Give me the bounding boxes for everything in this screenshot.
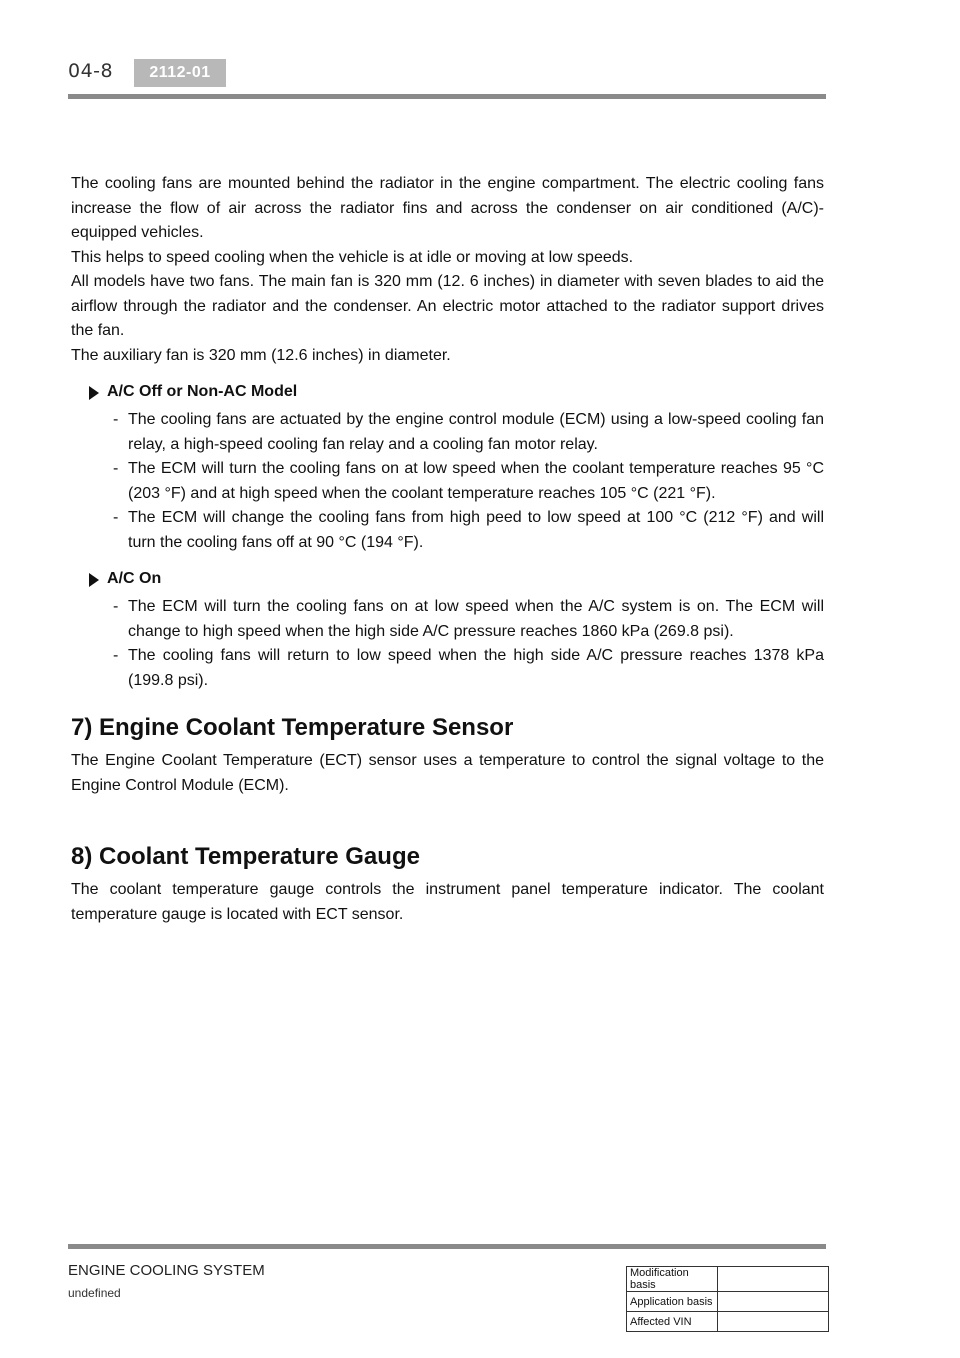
basis-label: Affected VIN (627, 1312, 718, 1332)
intro-paragraph-4: The auxiliary fan is 320 mm (12.6 inches) in diameter. (71, 346, 451, 364)
footer-divider (68, 1244, 826, 1249)
page-number: 04-8 (68, 60, 114, 82)
list-item (71, 644, 824, 693)
list-item-text: The ECM will turn the cooling fans on at low speed when the coolant temperature reaches 95 °C (203 °F) and at high speed when the coolant temperature reaches 105 °C (221 °F). (128, 460, 824, 502)
ac-on-heading (71, 567, 824, 591)
list-item (71, 457, 824, 506)
basis-value (718, 1292, 829, 1312)
ect-sensor-body: The Engine Coolant Temperature (ECT) sensor uses a temperature to control the signal voltage to the Engine Control Module (ECM). (71, 752, 824, 794)
basis-value (718, 1312, 829, 1332)
header-divider (68, 94, 826, 99)
intro-paragraph-2: This helps to speed cooling when the vehicle is at idle or moving at low speeds. (71, 248, 634, 266)
triangle-bullet-icon (89, 573, 99, 587)
ac-off-heading (71, 380, 824, 404)
footer-subtitle: undefined (68, 1286, 121, 1300)
list-item (71, 506, 824, 555)
triangle-bullet-icon (89, 386, 99, 400)
page-content (71, 172, 824, 927)
temp-gauge-body: The coolant temperature gauge controls the instrument panel temperature indicator. The coolant temperature gauge is located with ECT sensor. (71, 881, 824, 923)
basis-label: Modification basis (627, 1267, 718, 1292)
table-row (627, 1267, 829, 1292)
dash-bullet: - (113, 647, 119, 664)
ac-off-heading-text: A/C Off or Non-AC Model (107, 383, 298, 400)
dash-bullet: - (113, 509, 119, 526)
intro-paragraph-1: The cooling fans are mounted behind the radiator in the engine compartment. The electric cooling fans increase the flow of air across the radiator fins and across the condenser on air conditioned (A/C)-equipped vehicles. (71, 175, 824, 241)
list-item-text: The cooling fans are actuated by the engine control module (ECM) using a low-speed cooling fan relay, a high-speed cooling fan relay and a cooling fan motor relay. (128, 411, 824, 453)
basis-value (718, 1267, 829, 1292)
ac-off-list (71, 408, 824, 555)
list-item (71, 595, 824, 644)
temp-gauge-title: 8) Coolant Temperature Gauge (71, 843, 420, 870)
ac-on-heading-text: A/C On (107, 570, 162, 587)
list-item (71, 408, 824, 457)
ect-sensor-title: 7) Engine Coolant Temperature Sensor (71, 714, 514, 741)
list-item-text: The ECM will change the cooling fans from high peed to low speed at 100 °C (212 °F) and will turn the cooling fans off at 90 °C (194 °F). (128, 509, 824, 551)
table-row (627, 1292, 829, 1312)
footer-title: ENGINE COOLING SYSTEM (68, 1262, 265, 1279)
list-item-text: The ECM will turn the cooling fans on at low speed when the A/C system is on. The ECM will change to high speed when the high side A/C pressure reaches 1860 kPa (269.8 psi). (128, 598, 824, 640)
section-code-badge: 2112-01 (134, 59, 226, 87)
basis-label: Application basis (627, 1292, 718, 1312)
basis-table (626, 1266, 829, 1332)
ac-on-list (71, 595, 824, 693)
list-item-text: The cooling fans will return to low speed when the high side A/C pressure reaches 1378 kPa (199.8 psi). (128, 647, 824, 689)
dash-bullet: - (113, 460, 119, 477)
intro-paragraph-3: All models have two fans. The main fan is 320 mm (12. 6 inches) in diameter with seven blades to aid the airflow through the radiator and the condenser. An electric motor attached to the radiator support drives the fan. (71, 273, 824, 339)
dash-bullet: - (113, 598, 119, 615)
dash-bullet: - (113, 411, 119, 428)
table-row (627, 1312, 829, 1332)
